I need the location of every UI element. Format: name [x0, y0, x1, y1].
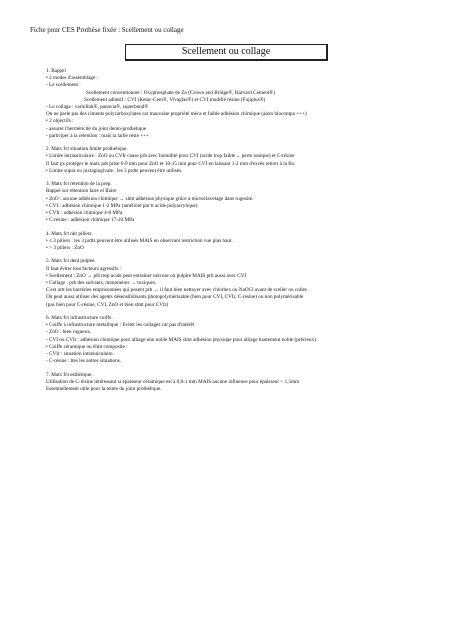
section-5 — [46, 258, 436, 308]
text-line: • Coiffe céramique ou élmt composite : — [46, 343, 128, 350]
section-heading: 1. Rappel — [46, 68, 66, 74]
text-line: • Limite intrasulculaire : ZnO ou CVIr cause prb avec humidité pour CVI (acide trop faible→ perte ionique) et C-résine — [46, 153, 295, 160]
section-heading: 6. Matx fct infrastructure coiffe. — [46, 315, 113, 322]
text-line: • ZnO : aucune adhésion chimique → slmt adhésion physique grâce à microclavetage dans rugosité. — [46, 195, 254, 202]
text-line: - C-résine : ttes les autres situations. — [46, 358, 122, 365]
text-line: Scellement adhésif : CVI (Ketac-Cem®, Vivaglas®) et CVI modifié résine (Fujiplus®) — [84, 96, 266, 103]
text-line: - CVIr : situation intrasulculaire. — [46, 351, 114, 358]
text-line: Scellement conventionnel : Oxyphosphate de Zn (Crown and Bridge®, Harvard Cement®) — [86, 89, 275, 96]
section-heading: 5. Matx fct dent pulpée. — [46, 258, 96, 265]
text-line: • Limite supra ou juxtagingivale : les 3 prdts peuvent être utilisés. — [46, 167, 183, 174]
section-7 — [46, 372, 436, 394]
section-4 — [46, 231, 436, 253]
text-line: • C-résine : adhésion chimique 17-20 MPa — [46, 217, 135, 224]
section-heading: 3. Matx fct rétention de la prep. — [46, 181, 112, 188]
text-line: - participer à la rétention : mais la taille reste +++ — [46, 132, 149, 139]
text-line: Essentiellement utile pour la teinte du joint prothétique. — [46, 386, 162, 393]
text-line: Il faut éviter tout facteurs agressifs : — [46, 265, 121, 272]
text-line: • CVIr : adhésion chimique 4-8 MPa — [46, 210, 123, 217]
text-line: - assurer l'herméticité du joint dento-prothétique — [46, 125, 147, 132]
text-line: - Le scellement : — [46, 82, 81, 89]
section-6 — [46, 315, 436, 365]
text-line: - CVI ou CVIr : adhésion chimique pour alliage non noble MAIS slmt adhésion physique pour alliage hautement noble (précieux). — [46, 336, 318, 343]
text-line: • 2 objectifs : — [46, 118, 74, 125]
text-line: - ZnO : bien rugueux. — [46, 329, 92, 336]
text-line: • Scellement : ZnO → pH trop acide peut entraîner nécrose ou pulpite MAIS prb aussi avec CVI — [46, 272, 247, 279]
text-line: • CVI : adhésion chimique 1-2 MPa (amélioré par tt acide polyacrylique) — [46, 202, 198, 209]
section-heading: 4. Matx fct nbr piliers. — [46, 230, 93, 237]
section-2 — [46, 146, 436, 175]
text-line: • Collage : prb des solvants, monomères → toxiques. — [46, 280, 157, 287]
text-line: (pas bien pour C-résine, CVI, ZnO et bien slmt pour CVIr) — [46, 301, 169, 308]
section-heading: 2. Matx fct situation limite prothétique. — [46, 146, 128, 153]
text-line: - Le collage : variolink®, panavia®, superbond® — [46, 104, 149, 111]
text-line: • > 3 piliers : ZnO — [46, 245, 84, 252]
document-title: Scellement ou collage — [125, 44, 328, 61]
text-line: On ne parle pas des ciments polycarboxylates car mauvaise propriété méca et faible adhésion chimique (alors biocompa +++) — [46, 111, 307, 118]
text-line: Utilisation de C-résine intéressant si épaisseur céramique est à 0,8-1 mm MAIS aucune influence pour épaisseur > 1,5mm — [46, 378, 300, 385]
text-line: Rappel sur rétention Iaire et IIaire — [46, 188, 117, 195]
document-body — [46, 68, 436, 399]
text-line: C'est urtt les bactéries emprisonnées qui posent prb → il faut bien nettoyer avec chlorhex ou NaOCl avant de sceller ou coller. — [46, 287, 308, 294]
section-heading: 7. Matx fct esthétique. — [46, 371, 93, 378]
section-1 — [46, 68, 436, 140]
text-line: On peut aussi utiliser des agents désensibilisants photopolymérisable (bien pour CVI, CVIr, C-résine) ou non polymérisable — [46, 294, 304, 301]
text-line: • 2 modes d'assemblage : — [46, 75, 99, 82]
text-line: Il faut tjs protéger le matx pdt prise 6-9 min pour ZnO et 10-15 min pour CVI en laissant 1-2 mm d'excès retirer à la fin. — [46, 160, 296, 167]
text-line: • ≤ 3 piliers : les 3 prdts peuvent être utilisés MAIS en observant restriction vue plus haut. — [46, 237, 233, 244]
page-header: Fiche pour CES Prothèse fixée : Scellement ou collage — [30, 26, 184, 34]
section-3 — [46, 181, 436, 224]
text-line: • Coiffe à infrastructure métallique : Eviter les collages car pas d'intérêt — [46, 322, 195, 329]
